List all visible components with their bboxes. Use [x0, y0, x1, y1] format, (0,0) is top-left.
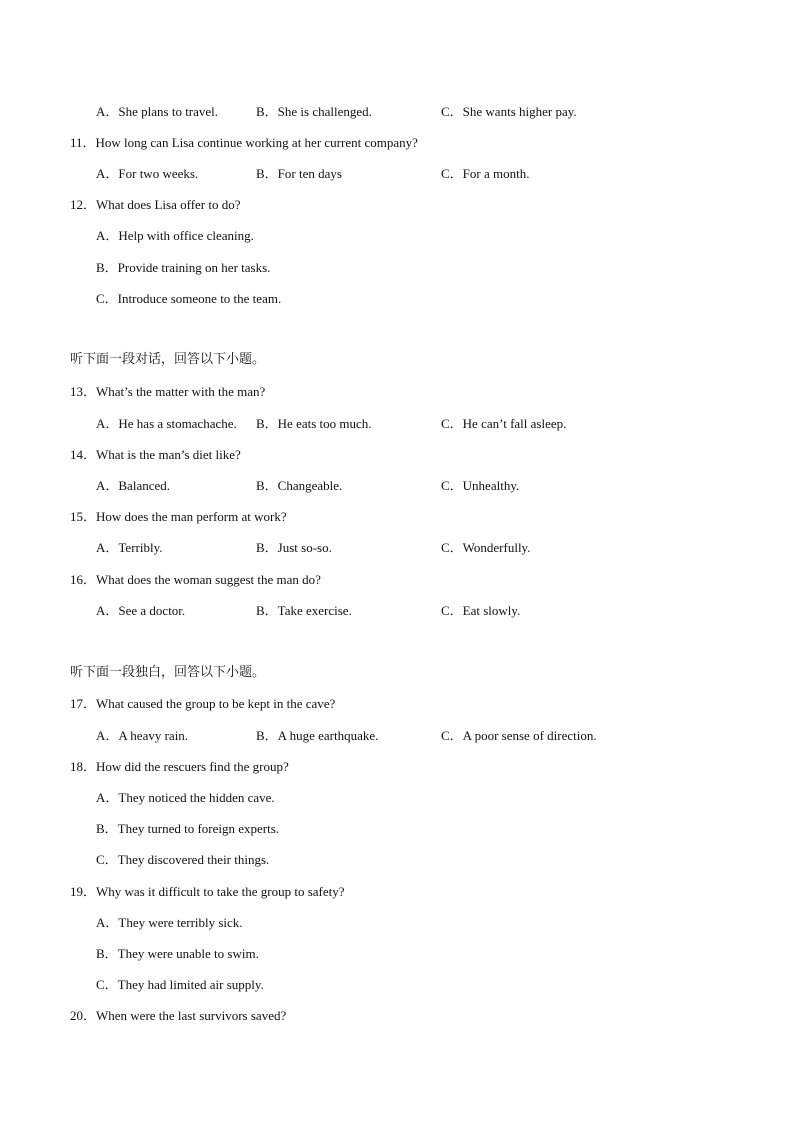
section-heading-dialogue: 听下面一段对话，回答以下小题。	[70, 352, 266, 367]
q13-option-c: C．He can’t fall asleep.	[441, 416, 567, 431]
q19-option-c: C．They had limited air supply.	[96, 977, 264, 992]
q13-option-b: B．He eats too much.	[256, 416, 372, 431]
q11-option-a: A．For two weeks.	[96, 166, 199, 181]
question-11: 11．How long can Lisa continue working at her current company?	[70, 135, 418, 150]
q14-option-b: B．Changeable.	[256, 478, 343, 493]
q12-option-b: B．Provide training on her tasks.	[96, 260, 271, 275]
section-heading-monologue: 听下面一段独白，回答以下小题。	[70, 665, 266, 680]
q17-option-a: A．A heavy rain.	[96, 728, 189, 743]
question-13: 13．What’s the matter with the man?	[70, 384, 266, 399]
question-14: 14．What is the man’s diet like?	[70, 447, 241, 462]
q15-option-a: A．Terribly.	[96, 540, 163, 555]
q18-option-c: C．They discovered their things.	[96, 852, 270, 867]
q16-option-a: A．See a doctor.	[96, 603, 186, 618]
q10-option-a: A．She plans to travel.	[96, 104, 219, 119]
q11-option-b: B．For ten days	[256, 166, 342, 181]
q13-option-a: A．He has a stomachache.	[96, 416, 237, 431]
question-17: 17．What caused the group to be kept in the cave?	[70, 696, 336, 711]
question-16: 16．What does the woman suggest the man do?	[70, 572, 321, 587]
q15-option-b: B．Just so-so.	[256, 540, 332, 555]
q11-option-c: C．For a month.	[441, 166, 530, 181]
question-18: 18．How did the rescuers find the group?	[70, 759, 289, 774]
q14-option-a: A．Balanced.	[96, 478, 171, 493]
question-15: 15．How does the man perform at work?	[70, 509, 287, 524]
q17-option-b: B．A huge earthquake.	[256, 728, 379, 743]
q14-option-c: C．Unhealthy.	[441, 478, 520, 493]
q16-option-b: B．Take exercise.	[256, 603, 352, 618]
q10-option-b: B．She is challenged.	[256, 104, 372, 119]
q12-option-a: A．Help with office cleaning.	[96, 228, 254, 243]
q15-option-c: C．Wonderfully.	[441, 540, 531, 555]
q12-option-c: C．Introduce someone to the team.	[96, 291, 282, 306]
q17-option-c: C．A poor sense of direction.	[441, 728, 597, 743]
q18-option-b: B．They turned to foreign experts.	[96, 821, 280, 836]
q19-option-b: B．They were unable to swim.	[96, 946, 259, 961]
q10-option-c: C．She wants higher pay.	[441, 104, 577, 119]
question-20: 20．When were the last survivors saved?	[70, 1008, 287, 1023]
q18-option-a: A．They noticed the hidden cave.	[96, 790, 275, 805]
question-19: 19．Why was it difficult to take the group to safety?	[70, 884, 345, 899]
question-12: 12．What does Lisa offer to do?	[70, 197, 241, 212]
q19-option-a: A．They were terribly sick.	[96, 915, 243, 930]
q16-option-c: C．Eat slowly.	[441, 603, 521, 618]
